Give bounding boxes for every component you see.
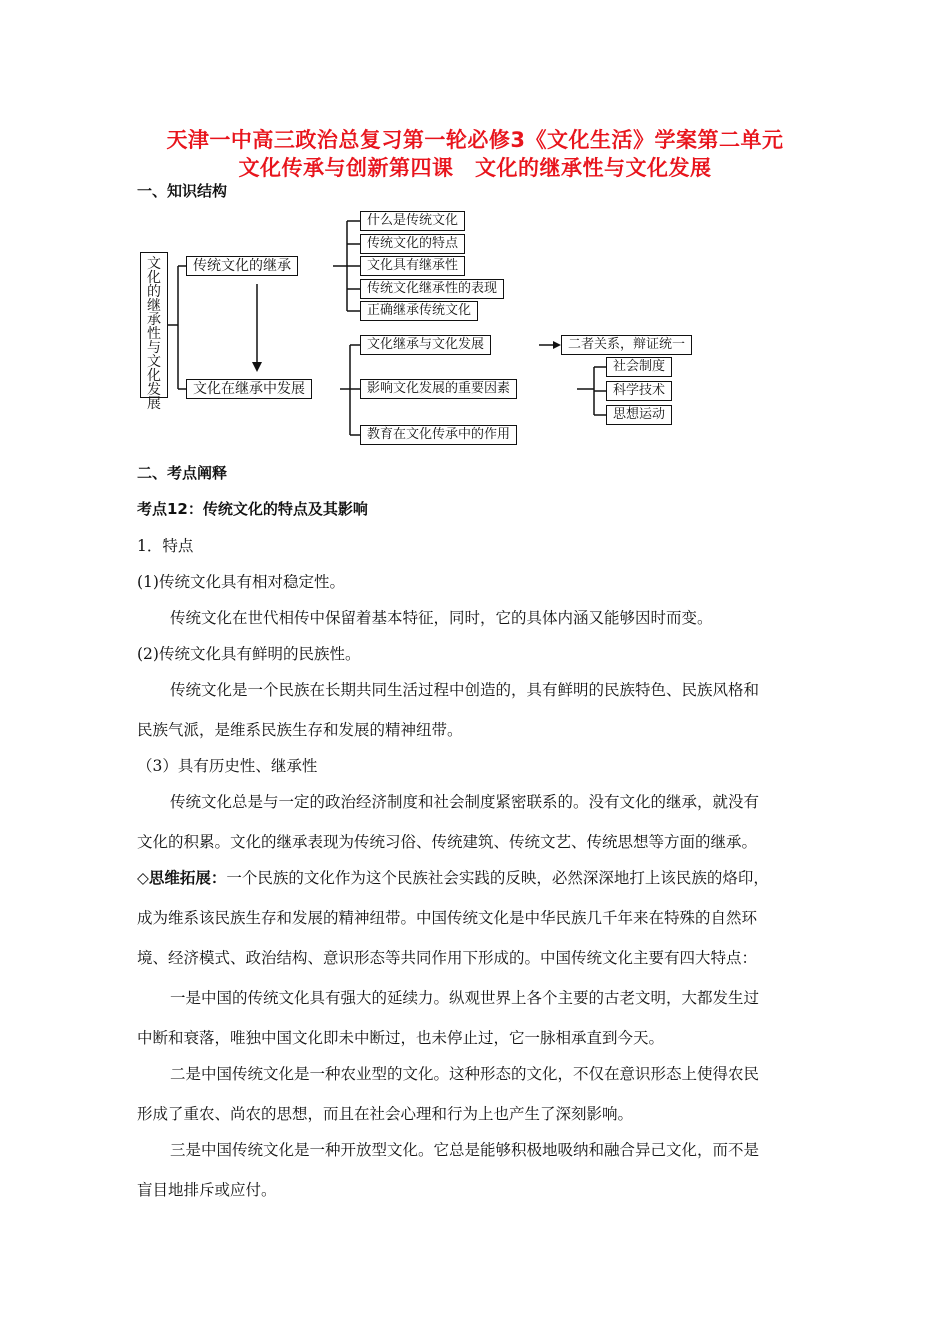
text-line: 成为维系该民族生存和发展的精神纽带。中国传统文化是中华民族几千年来在特殊的自然环 bbox=[137, 909, 758, 927]
title-line-2: 文化传承与创新第四课 文化的继承性与文化发展 bbox=[238, 156, 712, 180]
text-line: 三是中国传统文化是一种开放型文化。它总是能够积极地吸纳和融合异己文化，而不是 bbox=[170, 1141, 760, 1159]
inherit-item-1: 什么是传统文化 bbox=[360, 211, 465, 231]
node-develop: 文化在继承中发展 bbox=[186, 379, 312, 399]
text-line: 一是中国的传统文化具有强大的延续力。纵观世界上各个主要的古老文明，大都发生过 bbox=[170, 989, 760, 1007]
text-line: (2)传统文化具有鲜明的民族性。 bbox=[137, 645, 361, 663]
factor-1: 社会制度 bbox=[606, 357, 672, 377]
title-line-1: 天津一中高三政治总复习第一轮必修3《文化生活》学案第二单元 bbox=[166, 128, 784, 152]
siwei-text: 一个民族的文化作为这个民族社会实践的反映，必然深深地打上该民族的烙印， bbox=[226, 869, 769, 887]
text-line: 传统文化是一个民族在长期共同生活过程中创造的，具有鲜明的民族特色、民族风格和 bbox=[170, 681, 760, 699]
inherit-item-5: 正确继承传统文化 bbox=[360, 301, 478, 321]
text-line: 传统文化在世代相传中保留着基本特征，同时，它的具体内涵又能够因时而变。 bbox=[170, 609, 713, 627]
develop-item-3: 教育在文化传承中的作用 bbox=[360, 425, 517, 445]
kaodian-title: 考点12：传统文化的特点及其影响 bbox=[137, 500, 368, 518]
inherit-item-2: 传统文化的特点 bbox=[360, 234, 465, 254]
section-kaodian: 二、考点阐释 bbox=[137, 464, 228, 482]
relation-node: 二者关系，辩证统一 bbox=[561, 335, 692, 355]
text-line: 文化的积累。文化的继承表现为传统习俗、传统建筑、传统文艺、传统思想等方面的继承。 bbox=[137, 833, 758, 851]
diagram-root: 文化的继承性与文化发展 bbox=[140, 252, 168, 398]
text-line: 1．特点 bbox=[137, 537, 194, 555]
inherit-item-3: 文化具有继承性 bbox=[360, 256, 465, 276]
section-knowledge-structure: 一、知识结构 bbox=[137, 182, 228, 200]
siwei-line bbox=[137, 866, 769, 888]
develop-item-2: 影响文化发展的重要因素 bbox=[360, 379, 517, 399]
text-line: 形成了重农、尚农的思想，而且在社会心理和行为上也产生了深刻影响。 bbox=[137, 1105, 634, 1123]
text-line: （3）具有历史性、继承性 bbox=[137, 757, 318, 775]
inherit-item-4: 传统文化继承性的表现 bbox=[360, 279, 504, 299]
text-line: 境、经济模式、政治结构、意识形态等共同作用下形成的。中国传统文化主要有四大特点： bbox=[137, 949, 758, 967]
siwei-label: ◇思维拓展： bbox=[137, 869, 227, 887]
text-line: 中断和衰落，唯独中国文化即未中断过，也未停止过，它一脉相承直到今天。 bbox=[137, 1029, 665, 1047]
develop-item-1: 文化继承与文化发展 bbox=[360, 335, 491, 355]
factor-2: 科学技术 bbox=[606, 381, 672, 401]
factor-3: 思想运动 bbox=[606, 405, 672, 425]
text-line: 传统文化总是与一定的政治经济制度和社会制度紧密联系的。没有文化的继承，就没有 bbox=[170, 793, 760, 811]
text-line: 民族气派，是维系民族生存和发展的精神纽带。 bbox=[137, 721, 463, 739]
node-inherit: 传统文化的继承 bbox=[186, 256, 298, 276]
text-line: 二是中国传统文化是一种农业型的文化。这种形态的文化，不仅在意识形态上使得农民 bbox=[170, 1065, 760, 1083]
text-line: (1)传统文化具有相对稳定性。 bbox=[137, 573, 345, 591]
text-line: 盲目地排斥或应付。 bbox=[137, 1181, 277, 1199]
